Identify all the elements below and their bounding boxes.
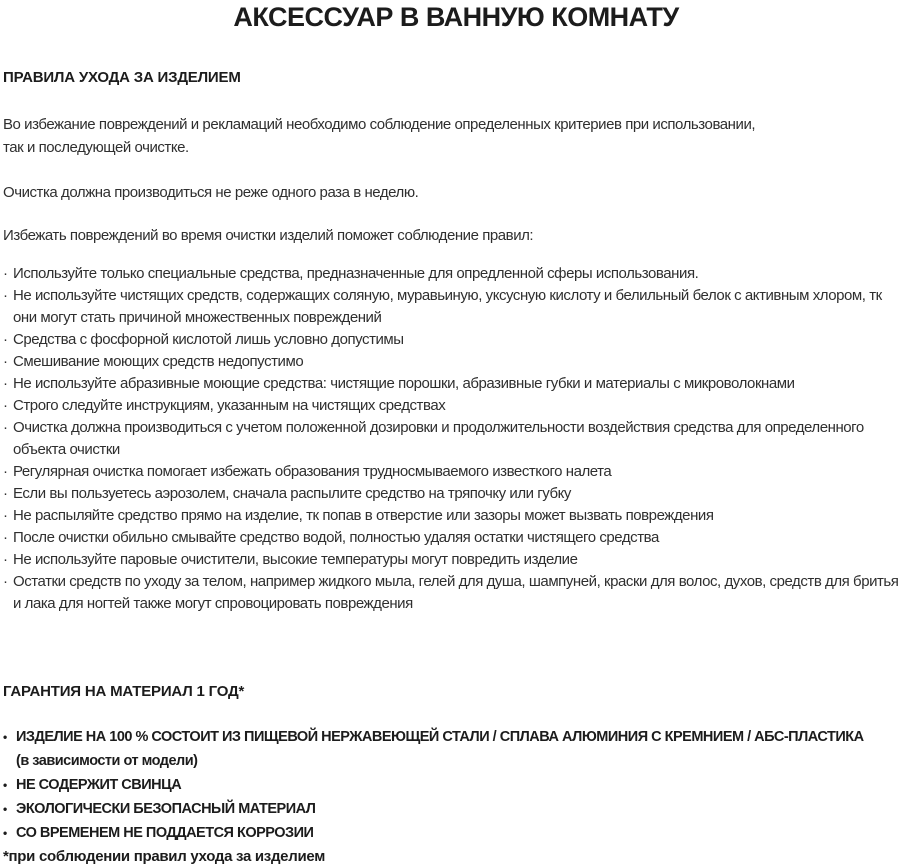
list-item bbox=[3, 351, 909, 373]
rule-text: Не используйте абразивные моющие средства: чистящие порошки, абразивные губки и материалы с микроволокнами bbox=[13, 375, 795, 393]
list-item bbox=[3, 571, 909, 615]
list-item bbox=[3, 821, 909, 845]
list-item bbox=[3, 483, 909, 505]
list-item bbox=[3, 373, 909, 395]
rule-text: Если вы пользуетесь аэрозолем, сначала распылите средство на тряпочку или губку bbox=[13, 485, 571, 503]
rule-text: После очистки обильно смывайте средство водой, полностью удаляя остатки чистящего средства bbox=[13, 529, 659, 547]
rule-text: Очистка должна производиться с учетом положенной дозировки и продолжительности воздействия средства для определенного объекта очистки bbox=[13, 419, 864, 459]
bullet-icon: • bbox=[3, 802, 7, 817]
rule-text: Регулярная очистка помогает избежать образования трудносмываемого известкого налета bbox=[13, 463, 612, 481]
care-intro-line: так и последующей очистке. bbox=[3, 139, 189, 157]
bullet-icon: · bbox=[3, 573, 8, 591]
warranty-footnote: *при соблюдении правил ухода за изделием bbox=[3, 848, 326, 866]
list-item bbox=[3, 797, 909, 821]
rule-text: Смешивание моющих средств недопустимо bbox=[13, 353, 304, 371]
bullet-icon: · bbox=[3, 419, 8, 437]
list-item bbox=[3, 461, 909, 483]
care-section-heading: ПРАВИЛА УХОДА ЗА ИЗДЕЛИЕМ bbox=[3, 69, 241, 87]
care-rules-intro: Избежать повреждений во время очистки изделий поможет соблюдение правил: bbox=[3, 227, 534, 245]
bullet-icon: · bbox=[3, 353, 8, 371]
list-item bbox=[3, 285, 909, 329]
bullet-icon: · bbox=[3, 287, 8, 305]
bullet-icon: · bbox=[3, 397, 8, 415]
rule-text: Используйте только специальные средства, предназначенные для опредленной сферы использования. bbox=[13, 265, 699, 283]
bullet-icon: · bbox=[3, 265, 8, 283]
bullet-icon: • bbox=[3, 778, 7, 793]
list-item bbox=[3, 549, 909, 571]
list-item bbox=[3, 725, 909, 773]
care-intro-paragraph bbox=[3, 113, 909, 159]
list-item bbox=[3, 329, 909, 351]
bullet-icon: • bbox=[3, 826, 7, 841]
warranty-section-heading: ГАРАНТИЯ НА МАТЕРИАЛ 1 ГОД* bbox=[3, 683, 245, 701]
warranty-item-text: СО ВРЕМЕНЕМ НЕ ПОДДАЕТСЯ КОРРОЗИИ bbox=[16, 825, 314, 842]
warranty-item-text: НЕ СОДЕРЖИТ СВИНЦА bbox=[16, 777, 182, 794]
page-title: АКСЕССУАР В ВАННУЮ КОМНАТУ bbox=[233, 2, 679, 32]
list-item bbox=[3, 395, 909, 417]
warranty-item-note: (в зависимости от модели) bbox=[16, 753, 198, 770]
bullet-icon: · bbox=[3, 551, 8, 569]
warranty-list bbox=[3, 725, 909, 845]
rule-text: Не распыляйте средство прямо на изделие, тк попав в отверстие или зазоры может вызвать повреждения bbox=[13, 507, 714, 525]
bullet-icon: · bbox=[3, 485, 8, 503]
rule-text: Не используйте чистящих средств, содержащих соляную, муравьиную, уксусную кислоту и белильный белок с активным хлором, тк они могут стать причиной множественных повреждений bbox=[13, 287, 882, 327]
list-item bbox=[3, 417, 909, 461]
rule-text: Строго следуйте инструкциям, указанным на чистящих средствах bbox=[13, 397, 446, 415]
care-frequency-paragraph: Очистка должна производиться не реже одного раза в неделю. bbox=[3, 184, 419, 202]
bullet-icon: · bbox=[3, 331, 8, 349]
warranty-item-text: ЭКОЛОГИЧЕСКИ БЕЗОПАСНЫЙ МАТЕРИАЛ bbox=[16, 801, 316, 818]
care-rules-list bbox=[3, 263, 909, 615]
list-item bbox=[3, 527, 909, 549]
bullet-icon: · bbox=[3, 463, 8, 481]
rule-text: Остатки средств по уходу за телом, например жидкого мыла, гелей для душа, шампуней, краски для волос, духов, средств для бритья и лака для ногтей также могут спровоцировать повреждения bbox=[13, 573, 899, 613]
bullet-icon: • bbox=[3, 730, 7, 745]
list-item bbox=[3, 773, 909, 797]
warranty-item-text: ИЗДЕЛИЕ НА 100 % СОСТОИТ ИЗ ПИЩЕВОЙ НЕРЖАВЕЮЩЕЙ СТАЛИ / СПЛАВА АЛЮМИНИЯ С КРЕМНИЕМ / АБС-ПЛАСТИКА bbox=[16, 729, 864, 746]
bullet-icon: · bbox=[3, 507, 8, 525]
care-intro-line: Во избежание повреждений и рекламаций необходимо соблюдение определенных критериев при использовании, bbox=[3, 116, 756, 134]
list-item bbox=[3, 263, 909, 285]
list-item bbox=[3, 505, 909, 527]
bullet-icon: · bbox=[3, 529, 8, 547]
bullet-icon: · bbox=[3, 375, 8, 393]
rule-text: Средства с фосфорной кислотой лишь условно допустимы bbox=[13, 331, 404, 349]
rule-text: Не используйте паровые очистители, высокие температуры могут повредить изделие bbox=[13, 551, 578, 569]
